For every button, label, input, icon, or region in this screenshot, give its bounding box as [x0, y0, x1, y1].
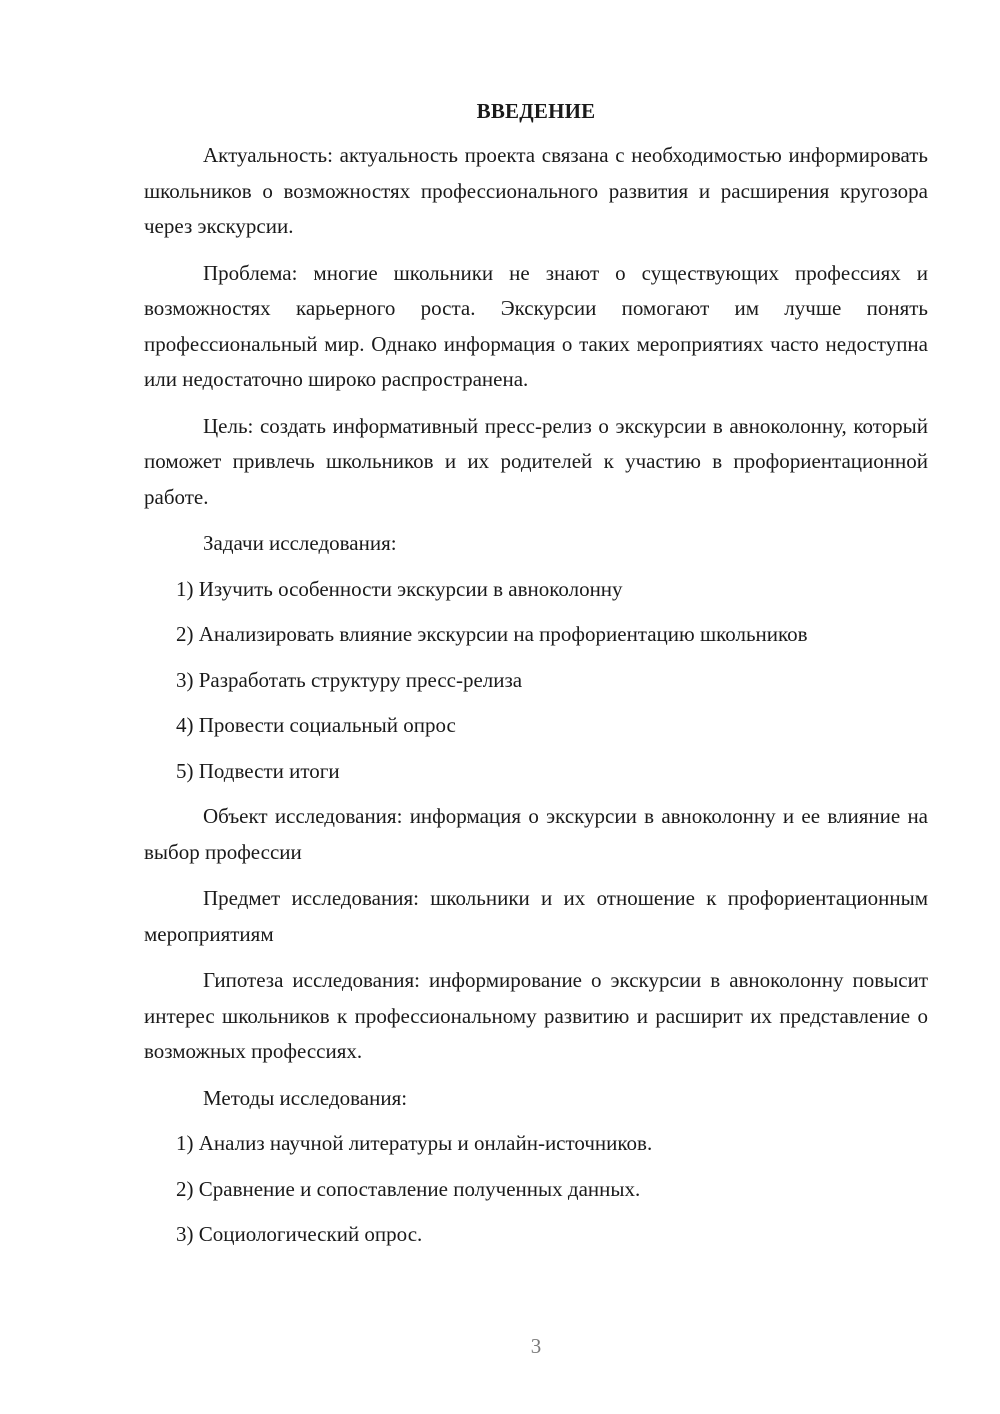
relevance-paragraph: Актуальность: актуальность проекта связана с необходимостью информировать школьников о возможностях профессионального развития и расширения кругозора через экскурсии.	[144, 143, 928, 238]
task-item: 1) Изучить особенности экскурсии в авноколонну	[176, 576, 623, 601]
goal-paragraph: Цель: создать информативный пресс-релиз о экскурсии в авноколонну, который поможет привлечь школьников и их родителей к участию в профориентационной работе.	[144, 413, 928, 509]
hypothesis-paragraph: Гипотеза исследования: информирование о экскурсии в авноколонну повысит интерес школьников к профессиональному развитию и расширит их представление о возможных профессиях.	[144, 968, 928, 1063]
method-item: 3) Социологический опрос.	[176, 1222, 423, 1246]
page-content	[144, 96, 928, 1263]
subject-paragraph: Предмет исследования: школьники и их отношение к профориентационным мероприятиям	[144, 886, 928, 946]
task-item: 2) Анализировать влияние экскурсии на профориентацию школьников	[176, 622, 808, 646]
task-item: 4) Провести социальный опрос	[176, 713, 456, 737]
tasks-heading: Задачи исследования:	[203, 531, 397, 555]
problem-paragraph: Проблема: многие школьники не знают о существующих профессиях и возможностях карьерного роста. Экскурсии помогают им лучше понять профессиональный мир. Однако информация о таких мероприятиях часто недоступна или недостаточно широко распространена.	[144, 260, 928, 391]
methods-list	[144, 1126, 928, 1253]
tasks-list	[144, 572, 928, 790]
methods-heading: Методы исследования:	[203, 1085, 408, 1110]
task-item: 5) Подвести итоги	[176, 758, 340, 783]
task-item: 3) Разработать структуру пресс-релиза	[176, 667, 523, 692]
object-paragraph: Объект исследования: информация о экскурсии в авноколонну и ее влияние на выбор профессии	[144, 804, 928, 864]
page-title: ВВЕДЕНИЕ	[476, 99, 596, 123]
page-number: 3	[530, 1334, 542, 1358]
method-item: 1) Анализ научной литературы и онлайн-источников.	[176, 1131, 653, 1155]
method-item: 2) Сравнение и сопоставление полученных данных.	[176, 1176, 641, 1201]
